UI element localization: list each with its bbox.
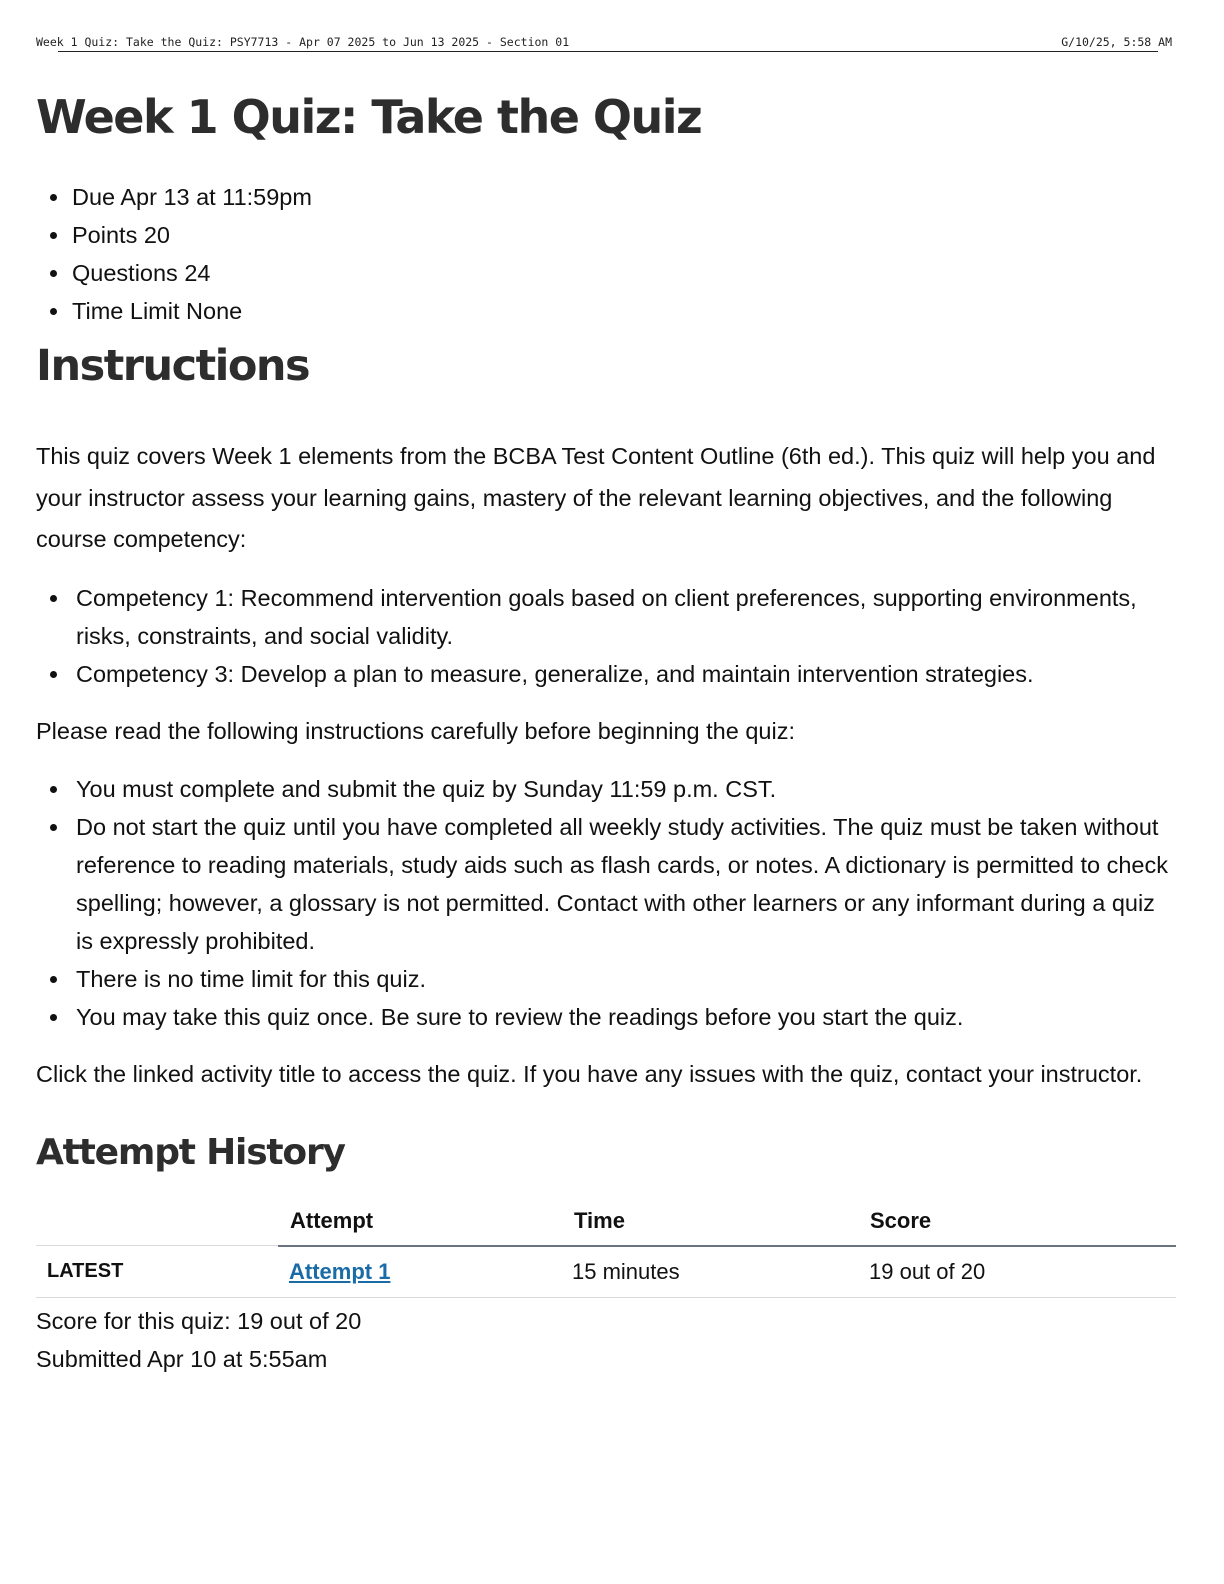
quiz-meta-list bbox=[36, 178, 1178, 330]
attempt-time: 15 minutes bbox=[564, 1246, 860, 1298]
score-summary bbox=[36, 1302, 1178, 1378]
column-header-blank bbox=[36, 1198, 278, 1246]
attempt-score: 19 out of 20 bbox=[860, 1246, 1176, 1298]
quiz-content bbox=[36, 88, 1178, 1378]
quiz-score: Score for this quiz: 19 out of 20 bbox=[36, 1308, 362, 1334]
meta-due: Due Apr 13 at 11:59pm bbox=[36, 178, 1178, 216]
column-header-time: Time bbox=[564, 1198, 860, 1246]
rules-list bbox=[36, 770, 1178, 1036]
print-header-datetime: G/10/25, 5:58 AM bbox=[1061, 35, 1172, 49]
meta-time-limit: Time Limit None bbox=[36, 292, 1178, 330]
page-title: Week 1 Quiz: Take the Quiz bbox=[36, 90, 702, 144]
rule-item: You must complete and submit the quiz by Sunday 11:59 p.m. CST. bbox=[36, 770, 1178, 808]
competency-item: Competency 1: Recommend intervention goals based on client preferences, supporting environments, risks, constraints, and social validity. bbox=[36, 579, 1178, 655]
submitted-time: Submitted Apr 10 at 5:55am bbox=[36, 1346, 328, 1372]
instructions-intro: This quiz covers Week 1 elements from the BCBA Test Content Outline (6th ed.). This quiz will help you and your instructor assess your learning gains, mastery of the relevant learning objectives, and the following course competency: bbox=[36, 443, 1156, 552]
attempt-1-link[interactable]: Attempt 1 bbox=[289, 1258, 391, 1284]
competency-item: Competency 3: Develop a plan to measure, generalize, and maintain intervention strategies. bbox=[36, 655, 1178, 693]
meta-points: Points 20 bbox=[36, 216, 1178, 254]
latest-label: LATEST bbox=[36, 1246, 278, 1298]
attempt-history-table bbox=[36, 1198, 1176, 1299]
instructions-heading: Instructions bbox=[36, 341, 310, 391]
column-header-attempt: Attempt bbox=[278, 1198, 564, 1246]
competency-list bbox=[36, 579, 1178, 693]
attempt-history-heading: Attempt History bbox=[36, 1131, 345, 1173]
attempt-cell bbox=[278, 1246, 564, 1298]
print-header bbox=[36, 35, 1172, 53]
print-header-rule bbox=[58, 51, 1158, 52]
meta-questions: Questions 24 bbox=[36, 254, 1178, 292]
read-carefully-text: Please read the following instructions carefully before beginning the quiz: bbox=[36, 717, 795, 744]
rule-item: You may take this quiz once. Be sure to review the readings before you start the quiz. bbox=[36, 998, 1178, 1036]
table-row bbox=[36, 1246, 1176, 1298]
rule-item: There is no time limit for this quiz. bbox=[36, 960, 1178, 998]
print-header-title: Week 1 Quiz: Take the Quiz: PSY7713 - Apr 07 2025 to Jun 13 2025 - Section 01 bbox=[36, 35, 570, 49]
column-header-score: Score bbox=[860, 1198, 1176, 1246]
closing-text: Click the linked activity title to access the quiz. If you have any issues with the quiz, contact your instructor. bbox=[36, 1061, 1143, 1087]
table-header-row bbox=[36, 1198, 1176, 1246]
rule-item: Do not start the quiz until you have completed all weekly study activities. The quiz must be taken without reference to reading materials, study aids such as flash cards, or notes. A dictionary is permitted to check spelling; however, a glossary is not permitted. Contact with other learners or any informant during a quiz is expressly prohibited. bbox=[36, 808, 1178, 960]
